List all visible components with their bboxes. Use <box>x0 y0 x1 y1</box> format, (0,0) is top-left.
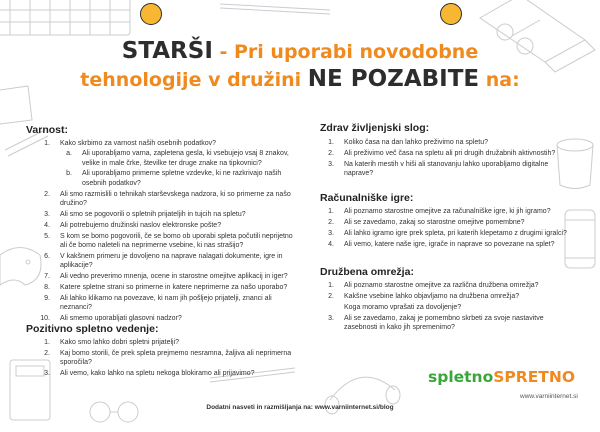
title-subtitle-1: - Pri uporabi novodobne <box>212 41 479 63</box>
item-number: 3. <box>44 210 50 218</box>
item-text: Ali poznamo starostne omejitve za računalniške igre, ki jih igramo? <box>344 208 551 215</box>
item-text: Ali smo razmislili o tehnikah starševskega nadzora, ki so primerne za našo družino? <box>60 190 291 207</box>
item-number: 1. <box>44 339 50 346</box>
item-number: 2. <box>44 190 50 198</box>
item-text: Ali se zavedamo, zakaj je pomembno skrbeti za svoje nastavitve zasebnosti in kako jih spremenimo? <box>344 314 544 331</box>
list-item <box>322 229 572 238</box>
title-starsi: STARŠI <box>121 38 213 64</box>
gamepad-doodle <box>0 248 41 286</box>
list-item <box>322 138 572 147</box>
igre-list <box>322 207 572 251</box>
item-number: 9. <box>44 294 50 302</box>
item-number: 2. <box>328 218 334 226</box>
list-item <box>38 232 300 251</box>
item-text: S kom se bomo pogovorili, če se bomo ob uporabi spleta počutili neprijetno ali če bomo naleteli na neprimerne vsebine, ki nas strašijo? <box>60 232 293 249</box>
logo-url[interactable]: www.varniinternet.si <box>520 393 578 400</box>
logo-right: SPRETNO <box>493 368 576 386</box>
item-number: 4. <box>44 221 50 229</box>
item-text: Ali vemo, katere naše igre, igrače in naprave so povezane na splet? <box>344 240 555 248</box>
item-number: 2. <box>328 292 334 300</box>
smiley-sticker <box>140 3 162 25</box>
item-number: 1. <box>328 282 334 289</box>
title-end: na: <box>479 69 520 91</box>
title-ne-pozabite: NE POZABITE <box>307 66 480 92</box>
page-title-line-1 <box>0 38 600 64</box>
item-text: Ali poznamo starostne omejitve za različna družbena omrežja? <box>344 282 539 289</box>
item-number: 2. <box>44 349 50 357</box>
sub-list <box>60 149 300 188</box>
section-heading-varnost: Varnost: <box>26 124 69 136</box>
section-heading-igre: Računalniške igre: <box>320 192 414 204</box>
smiley-sticker <box>440 3 462 25</box>
item-text: Katere spletne strani so primerne in katere neprimerne za našo uporabo? <box>60 283 288 291</box>
item-number: 6. <box>44 252 50 260</box>
item-number: 4. <box>328 240 334 248</box>
list-item <box>38 252 300 271</box>
list-item <box>38 314 300 323</box>
list-item <box>38 369 300 378</box>
item-number: 1. <box>328 208 334 215</box>
footer-note: Dodatni nasveti in razmišljanja na: www.varniinternet.si/blog <box>206 404 394 411</box>
title-subtitle-2: tehnologije v družini <box>80 69 308 91</box>
list-item <box>38 210 300 219</box>
item-number: 1. <box>44 140 50 147</box>
varnost-list <box>38 139 300 325</box>
item-number: 1. <box>328 139 334 146</box>
sub-item-letter: b. <box>66 170 72 178</box>
item-number: 10. <box>40 314 50 322</box>
list-item <box>38 139 300 188</box>
item-text: V kakšnem primeru je dovoljeno na naprave nalagati dokumente, igre in aplikacije? <box>60 252 283 270</box>
list-item <box>322 160 572 179</box>
item-text: Ali potrebujemo družinski naslov elektronske pošte? <box>60 221 222 229</box>
item-text: Ali preživimo več časa na spletu ali pri drugih družabnih aktivnostih? <box>344 149 556 157</box>
section-heading-zdrav: Zdrav življenjski slog: <box>320 122 430 134</box>
zdrav-list <box>322 138 572 180</box>
item-text: Ali lahko klikamo na povezave, ki nam jih pošljejo prijatelji, znanci ali neznanci? <box>60 294 272 311</box>
item-text: Ali lahko igramo igre prek spleta, pri katerih klepetamo z drugimi igralci? <box>344 229 567 237</box>
item-text: Kaj bomo storili, če prek spleta prejmemo nesramna, žaljiva ali neprimerna sporočila? <box>60 349 292 367</box>
item-number: 2. <box>328 149 334 157</box>
list-item <box>322 207 572 216</box>
list-item <box>322 314 572 333</box>
sub-item-text: Ali uporabljamo varna, zapletena gesla, ki vsebujejo vsaj 8 znakov, velike in male črke, številke ter druge znake na tipkovnici? <box>82 150 289 167</box>
list-item <box>38 338 300 347</box>
item-text: Koliko časa na dan lahko preživimo na spletu? <box>344 139 488 146</box>
list-item <box>38 190 300 209</box>
item-text: Ali smo se pogovorili o spletnih prijateljih in tujcih na spletu? <box>60 210 246 218</box>
logo-left: spletno <box>428 368 494 386</box>
omrezja-list <box>322 281 572 334</box>
item-text: Na katerih mestih v hiši ali stanovanju lahko uporabljamo digitalne naprave? <box>344 160 549 178</box>
sub-list-item <box>60 149 300 168</box>
page-title-line-2 <box>0 66 600 92</box>
list-item <box>322 240 572 249</box>
sub-item-text: Ali uporabljamo primerne spletne vzdevke, ki ne razkrivajo naših osebnih podatkov? <box>82 170 282 187</box>
spletno-spretno-logo <box>428 368 578 392</box>
list-item <box>322 292 572 301</box>
sub-item-letter: a. <box>66 150 72 158</box>
item-number: 3. <box>44 370 50 378</box>
list-item <box>38 283 300 292</box>
item-text: Ali smemo uporabljati glasovni nadzor? <box>60 314 182 322</box>
item-text: Ali vedno preverimo mnenja, ocene in starostne omejitve aplikacij in iger? <box>60 272 288 280</box>
item-text: Kako skrbimo za varnost naših osebnih podatkov? <box>60 140 217 147</box>
list-item <box>38 221 300 230</box>
list-item <box>38 349 300 368</box>
headphones-doodle <box>330 377 395 400</box>
item-text: Kako smo lahko dobri spletni prijatelji? <box>60 339 180 346</box>
item-number: 7. <box>44 272 50 280</box>
list-item <box>38 294 300 313</box>
list-item <box>322 281 572 290</box>
list-item <box>322 149 572 158</box>
vedenje-list <box>38 338 300 380</box>
list-item <box>322 303 572 312</box>
item-text: Kakšne vsebine lahko objavljamo na družbena omrežja? <box>344 292 520 300</box>
item-text: Ali se zavedamo, zakaj so starostne omejitve pomembne? <box>344 218 525 226</box>
sub-list-item <box>60 169 300 188</box>
item-number: 3. <box>328 314 334 322</box>
item-number: 3. <box>328 229 334 237</box>
section-heading-omrezja: Družbena omrežja: <box>320 266 414 278</box>
item-number: 5. <box>44 232 50 240</box>
keyboard-doodle <box>0 0 130 35</box>
section-heading-vedenje: Pozitivno spletno vedenje: <box>26 323 159 335</box>
item-number: 8. <box>44 283 50 291</box>
list-item <box>322 218 572 227</box>
item-number: 3. <box>328 160 334 168</box>
list-item <box>38 272 300 281</box>
item-text: Koga moramo vprašati za dovoljenje? <box>344 303 462 311</box>
item-text: Ali vemo, kako lahko na spletu nekoga blokiramo ali prijavimo? <box>60 370 255 378</box>
